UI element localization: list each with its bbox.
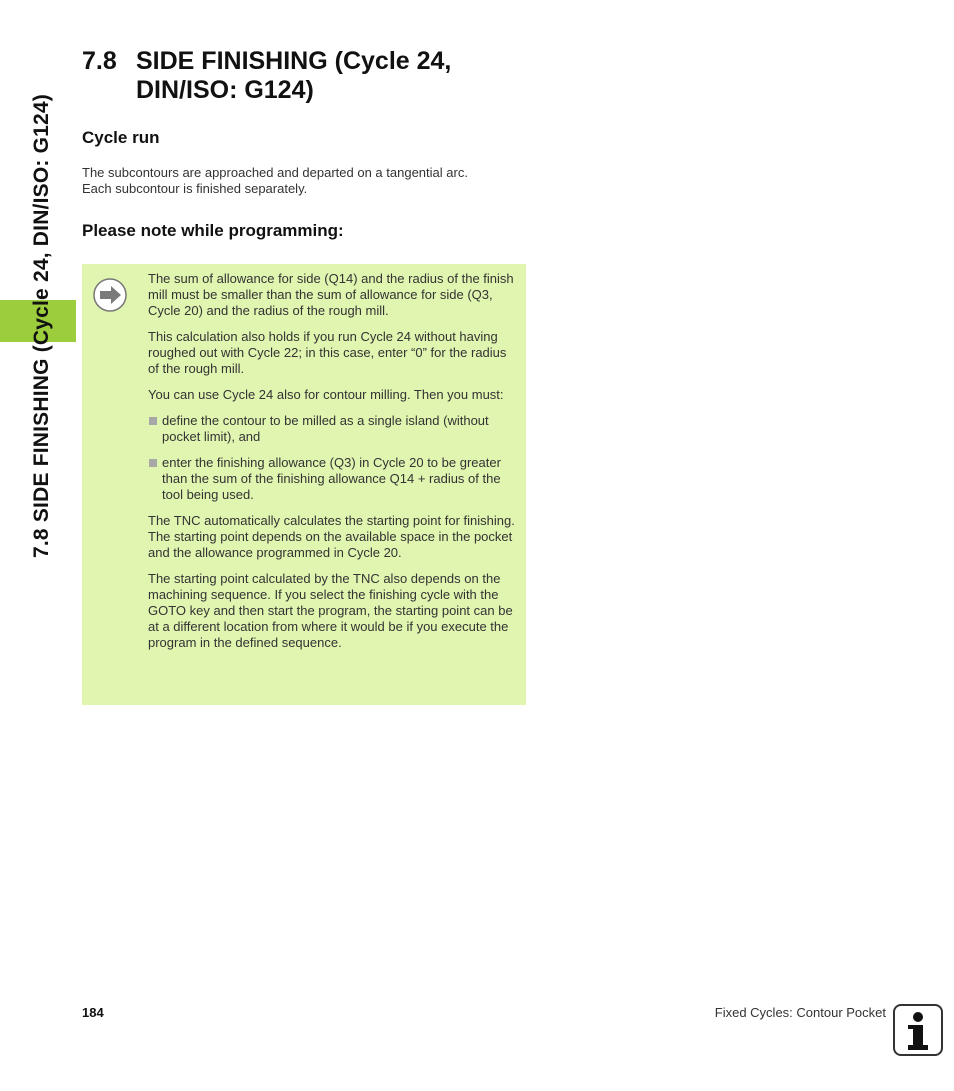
note-paragraph-3: You can use Cycle 24 also for contour milling. Then you must:	[148, 387, 504, 402]
note-paragraph-2: This calculation also holds if you run Cycle 24 without having roughed out with Cycle 22; in this case, enter “0” for the radius of the rough mill.	[148, 329, 507, 376]
info-icon	[893, 1004, 943, 1056]
note-body	[148, 271, 518, 661]
title-line-2: DIN/ISO: G124)	[136, 76, 314, 104]
note-paragraph-5: The starting point calculated by the TNC also depends on the machining sequence. If you select the finishing cycle with the GOTO key and then start the program, the starting point can be at a different location from where it would be if you execute the program in the defined sequence.	[148, 571, 513, 650]
cycle-run-line-1: The subcontours are approached and departed on a tangential arc.	[82, 165, 468, 180]
note-box	[82, 264, 526, 705]
cycle-run-text	[82, 165, 522, 197]
note-paragraph-4: The TNC automatically calculates the starting point for finishing. The starting point depends on the available space in the pocket and the allowance programmed in Cycle 20.	[148, 513, 515, 560]
side-running-title: 7.8 SIDE FINISHING (Cycle 24, DIN/ISO: G124)	[30, 94, 53, 558]
footer-section-title: Fixed Cycles: Contour Pocket	[714, 1005, 886, 1020]
title-line-1: SIDE FINISHING (Cycle 24,	[136, 47, 452, 75]
note-bullet-2: enter the finishing allowance (Q3) in Cycle 20 to be greater than the sum of the finishing allowance Q14 + radius of the tool being used.	[148, 455, 518, 503]
note-bullet-1: define the contour to be milled as a single island (without pocket limit), and	[148, 413, 518, 445]
page-title	[82, 47, 451, 105]
cycle-run-heading: Cycle run	[82, 128, 160, 147]
cycle-run-line-2: Each subcontour is finished separately.	[82, 181, 308, 196]
page-number: 184	[82, 1005, 104, 1020]
programming-heading: Please note while programming:	[82, 221, 344, 240]
arrow-right-icon	[93, 278, 127, 312]
note-paragraph-1: The sum of allowance for side (Q14) and the radius of the finish mill must be smaller than the sum of allowance for side (Q3, Cycle 20) and the radius of the rough mill.	[148, 271, 514, 318]
section-number: 7.8	[82, 47, 117, 75]
note-bullet-list	[148, 413, 518, 503]
